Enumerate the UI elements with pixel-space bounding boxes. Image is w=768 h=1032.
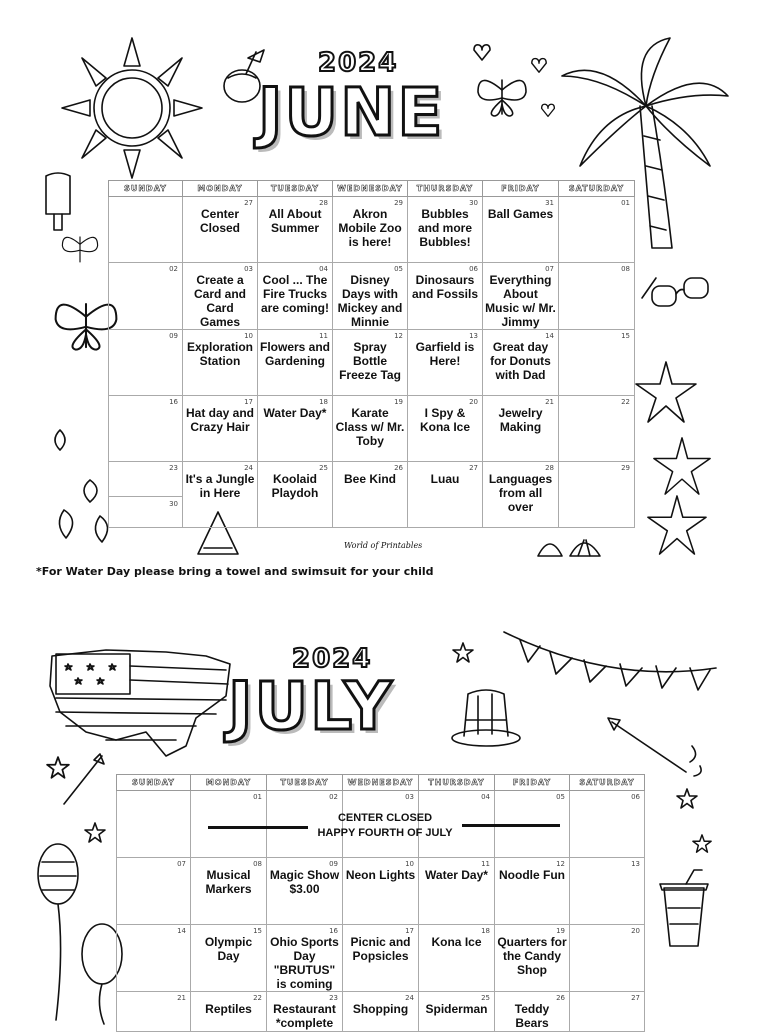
day-number: 09 <box>169 332 178 340</box>
event-label: All About Summer <box>268 207 322 235</box>
day-header: THURSDAY <box>419 775 495 791</box>
calendar-day-cell <box>333 197 408 263</box>
day-number: 28 <box>319 199 328 207</box>
calendar-day-cell <box>483 462 559 528</box>
event-label: Everything About Music w/ Mr. Jimmy <box>485 273 556 329</box>
event-label: Kona Ice <box>431 935 482 949</box>
event-label: Noodle Fun <box>499 868 565 882</box>
day-number: 08 <box>253 860 262 868</box>
day-number: 07 <box>177 860 186 868</box>
calendar-day-cell <box>419 992 495 1032</box>
june-calendar <box>108 180 635 528</box>
event-label: Center Closed <box>199 207 240 235</box>
event-label: Ball Games <box>487 207 554 221</box>
day-number: 01 <box>253 793 262 801</box>
calendar-day-cell <box>109 396 183 462</box>
calendar-day-cell <box>183 396 258 462</box>
event-label: Disney Days with Mickey and Minnie <box>337 273 403 329</box>
day-number: 24 <box>405 994 414 1002</box>
firework-rocket-icon <box>606 716 702 780</box>
star-icon <box>452 642 474 664</box>
day-number: 12 <box>394 332 403 340</box>
day-number: 19 <box>556 927 565 935</box>
calendar-day-cell <box>419 858 495 925</box>
day-number: 23 <box>169 464 178 472</box>
seashell-icon <box>534 530 604 560</box>
day-number: 08 <box>621 265 630 273</box>
day-number: 22 <box>621 398 630 406</box>
calendar-day-cell <box>495 858 570 925</box>
starfish-icon <box>646 494 708 556</box>
calendar-day-cell <box>258 396 333 462</box>
popsicle-icon <box>40 170 76 234</box>
calendar-day-cell <box>333 462 408 528</box>
calendar-day-cell <box>267 858 343 925</box>
calendar-day-cell <box>183 263 258 330</box>
event-label: Musical Markers <box>205 868 252 896</box>
split-cell-divider <box>109 496 182 497</box>
day-header: SUNDAY <box>109 181 183 197</box>
calendar-week-row <box>109 462 635 528</box>
calendar-day-cell <box>408 396 483 462</box>
day-number: 29 <box>621 464 630 472</box>
day-number: 15 <box>621 332 630 340</box>
event-label: Garfield is Here! <box>415 340 475 368</box>
event-label: Bubbles and more Bubbles! <box>417 207 472 249</box>
calendar-day-cell <box>343 858 419 925</box>
day-number: 02 <box>169 265 178 273</box>
water-day-note: *For Water Day please bring a towel and swimsuit for your child <box>36 565 434 578</box>
calendar-day-cell <box>109 263 183 330</box>
day-number: 18 <box>319 398 328 406</box>
day-number: 13 <box>631 860 640 868</box>
calendar-day-cell <box>109 462 183 528</box>
usa-flag-map-icon <box>46 636 236 766</box>
calendar-day-cell <box>408 263 483 330</box>
day-number: 27 <box>631 994 640 1002</box>
credit-text: World of Printables <box>344 541 423 550</box>
july-day-header-row <box>117 775 645 791</box>
calendar-day-cell <box>183 197 258 263</box>
calendar-day-cell <box>483 263 559 330</box>
sun-icon <box>40 36 220 186</box>
day-number: 09 <box>329 860 338 868</box>
heart-icon <box>530 56 548 74</box>
day-number: 25 <box>481 994 490 1002</box>
calendar-day-cell <box>267 992 343 1032</box>
calendar-day-cell <box>258 263 333 330</box>
calendar-day-cell <box>570 858 645 925</box>
event-label: Reptiles <box>205 1002 252 1016</box>
event-label: Picnic and Popsicles <box>350 935 411 963</box>
event-label <box>117 791 190 801</box>
day-number: 25 <box>319 464 328 472</box>
day-number: 16 <box>329 927 338 935</box>
calendar-day-cell <box>559 396 635 462</box>
event-label: Restaurant *complete <box>273 1002 336 1030</box>
calendar-day-cell <box>559 197 635 263</box>
calendar-day-cell <box>559 462 635 528</box>
day-number: 14 <box>545 332 554 340</box>
day-number: 21 <box>545 398 554 406</box>
event-label: Magic Show $3.00 <box>269 868 340 896</box>
drink-cup-icon <box>656 868 712 948</box>
heart-icon <box>540 102 556 118</box>
day-number: 10 <box>405 860 414 868</box>
calendar-day-cell <box>267 925 343 992</box>
day-header: MONDAY <box>183 181 258 197</box>
balloon-icon <box>34 842 84 1022</box>
calendar-week-row <box>109 263 635 330</box>
calendar-day-cell <box>483 197 559 263</box>
calendar-day-cell <box>570 791 645 858</box>
day-number: 17 <box>244 398 253 406</box>
day-number: 04 <box>319 265 328 273</box>
calendar-day-cell <box>183 330 258 396</box>
calendar-day-cell <box>258 462 333 528</box>
calendar-day-cell <box>258 197 333 263</box>
day-number: 26 <box>556 994 565 1002</box>
event-label: Hat day and Crazy Hair <box>185 406 254 434</box>
day-number: 10 <box>244 332 253 340</box>
star-icon <box>692 834 712 854</box>
day-number: 20 <box>631 927 640 935</box>
june-day-header-row <box>109 181 635 197</box>
calendar-week-row <box>109 396 635 462</box>
day-number: 19 <box>394 398 403 406</box>
calendar-day-cell <box>117 925 191 992</box>
day-number: 28 <box>545 464 554 472</box>
day-number: 02 <box>329 793 338 801</box>
calendar-day-cell <box>495 925 570 992</box>
day-header: MONDAY <box>191 775 267 791</box>
day-number: 22 <box>253 994 262 1002</box>
day-number: 29 <box>394 199 403 207</box>
day-number: 27 <box>469 464 478 472</box>
day-number: 16 <box>169 398 178 406</box>
calendar-week-row <box>109 330 635 396</box>
day-header: WEDNESDAY <box>333 181 408 197</box>
calendar-day-cell <box>408 462 483 528</box>
calendar-week-row <box>109 197 635 263</box>
center-closed-banner <box>300 811 470 841</box>
calendar-week-row <box>117 925 645 992</box>
calendar-day-cell <box>559 263 635 330</box>
day-number: 11 <box>481 860 490 868</box>
closed-divider-left <box>208 826 308 829</box>
bunting-banner-icon <box>500 628 720 708</box>
day-number: 12 <box>556 860 565 868</box>
sunglasses-icon <box>640 268 716 318</box>
day-number: 05 <box>394 265 403 273</box>
calendar-day-cell <box>333 396 408 462</box>
heart-icon <box>472 42 492 62</box>
day-number: 06 <box>631 793 640 801</box>
event-label: Bee Kind <box>343 472 396 486</box>
event-label: It's a Jungle in Here <box>185 472 255 500</box>
event-label: Quarters for the Candy Shop <box>497 935 567 977</box>
event-label: Ohio Sports Day "BRUTUS" is coming <box>270 935 339 991</box>
day-number: 15 <box>253 927 262 935</box>
calendar-day-cell <box>570 992 645 1032</box>
event-label: Great day for Donuts with Dad <box>490 340 551 382</box>
event-label: Flowers and Gardening <box>260 340 331 368</box>
firework-rocket-icon <box>56 752 106 812</box>
calendar-day-cell <box>559 330 635 396</box>
event-label: Luau <box>430 472 460 486</box>
day-number: 03 <box>244 265 253 273</box>
event-label <box>109 197 182 207</box>
event-label: Exploration Station <box>186 340 253 368</box>
day-header: SUNDAY <box>117 775 191 791</box>
event-label: Create a Card and Card Games <box>193 273 246 329</box>
day-number: 05 <box>556 793 565 801</box>
day-number: 07 <box>545 265 554 273</box>
calendar-day-cell <box>343 925 419 992</box>
butterfly-icon <box>472 70 532 120</box>
calendar-week-row <box>117 858 645 925</box>
calendar-day-cell <box>419 925 495 992</box>
day-number: 17 <box>405 927 414 935</box>
calendar-day-cell <box>483 396 559 462</box>
calendar-day-cell <box>408 330 483 396</box>
event-label: Languages from all over <box>488 472 553 514</box>
day-header: TUESDAY <box>258 181 333 197</box>
starfish-icon <box>652 436 712 496</box>
event-label: Neon Lights <box>345 868 416 882</box>
calendar-day-cell <box>191 925 267 992</box>
day-number: 30 <box>469 199 478 207</box>
calendar-day-cell <box>183 462 258 528</box>
day-number: 18 <box>481 927 490 935</box>
june-year: 2024 <box>318 48 399 78</box>
july-month-title: JULY <box>228 668 394 745</box>
event-label: Water Day* <box>263 406 327 420</box>
fourth-of-july-line: HAPPY FOURTH OF JULY <box>317 827 453 839</box>
day-number: 04 <box>481 793 490 801</box>
event-label: Teddy Bears <box>514 1002 550 1030</box>
calendar-week-row <box>117 992 645 1032</box>
event-label: Olympic Day <box>204 935 253 963</box>
calendar-day-cell <box>333 330 408 396</box>
event-label: Water Day* <box>425 868 488 882</box>
day-header: SATURDAY <box>570 775 645 791</box>
calendar-day-cell <box>258 330 333 396</box>
calendar-day-cell <box>483 330 559 396</box>
calendar-day-cell <box>109 197 183 263</box>
day-header: WEDNESDAY <box>343 775 419 791</box>
butterfly-icon <box>58 228 102 268</box>
day-header: FRIDAY <box>495 775 570 791</box>
day-number: 31 <box>545 199 554 207</box>
star-icon <box>676 788 698 810</box>
event-label: Karate Class w/ Mr. Toby <box>335 406 405 448</box>
center-closed-line: CENTER CLOSED <box>337 812 433 824</box>
day-number: 11 <box>319 332 328 340</box>
calendar-day-cell <box>343 992 419 1032</box>
calendar-day-cell <box>191 992 267 1032</box>
event-label: Jewelry Making <box>498 406 543 434</box>
day-number: 03 <box>405 793 414 801</box>
calendar-day-cell <box>191 791 267 858</box>
event-label: Dinosaurs and Fossils <box>411 273 479 301</box>
day-header: FRIDAY <box>483 181 559 197</box>
day-number: 26 <box>394 464 403 472</box>
day-number: 13 <box>469 332 478 340</box>
event-label: Koolaid Playdoh <box>271 472 319 500</box>
event-label: Shopping <box>352 1002 409 1016</box>
calendar-day-cell <box>495 992 570 1032</box>
june-month-title: JUNE <box>258 74 445 151</box>
day-number: 21 <box>177 994 186 1002</box>
day-header: SATURDAY <box>559 181 635 197</box>
july-year: 2024 <box>292 644 373 674</box>
calendar-day-cell <box>109 330 183 396</box>
event-label: I Spy & Kona Ice <box>419 406 470 434</box>
star-icon <box>84 822 106 844</box>
calendar-day-cell <box>117 858 191 925</box>
day-number: 06 <box>469 265 478 273</box>
calendar-day-cell <box>191 858 267 925</box>
day-header: TUESDAY <box>267 775 343 791</box>
starfish-icon <box>634 360 698 424</box>
day-number: 01 <box>621 199 630 207</box>
calendar-day-cell <box>570 925 645 992</box>
day-header: THURSDAY <box>408 181 483 197</box>
day-number: 14 <box>177 927 186 935</box>
event-label: Spray Bottle Freeze Tag <box>339 340 401 382</box>
day-number: 30 <box>169 500 178 508</box>
closed-divider-right <box>462 824 560 827</box>
day-number: 20 <box>469 398 478 406</box>
event-label: Spiderman <box>425 1002 488 1016</box>
day-number: 27 <box>244 199 253 207</box>
calendar-day-cell <box>408 197 483 263</box>
event-label: Akron Mobile Zoo is here! <box>338 207 402 249</box>
calendar-day-cell <box>117 791 191 858</box>
day-number: 23 <box>329 994 338 1002</box>
day-number: 24 <box>244 464 253 472</box>
calendar-day-cell <box>117 992 191 1032</box>
event-label: Cool ... The Fire Trucks are coming! <box>260 273 329 315</box>
calendar-day-cell <box>333 263 408 330</box>
